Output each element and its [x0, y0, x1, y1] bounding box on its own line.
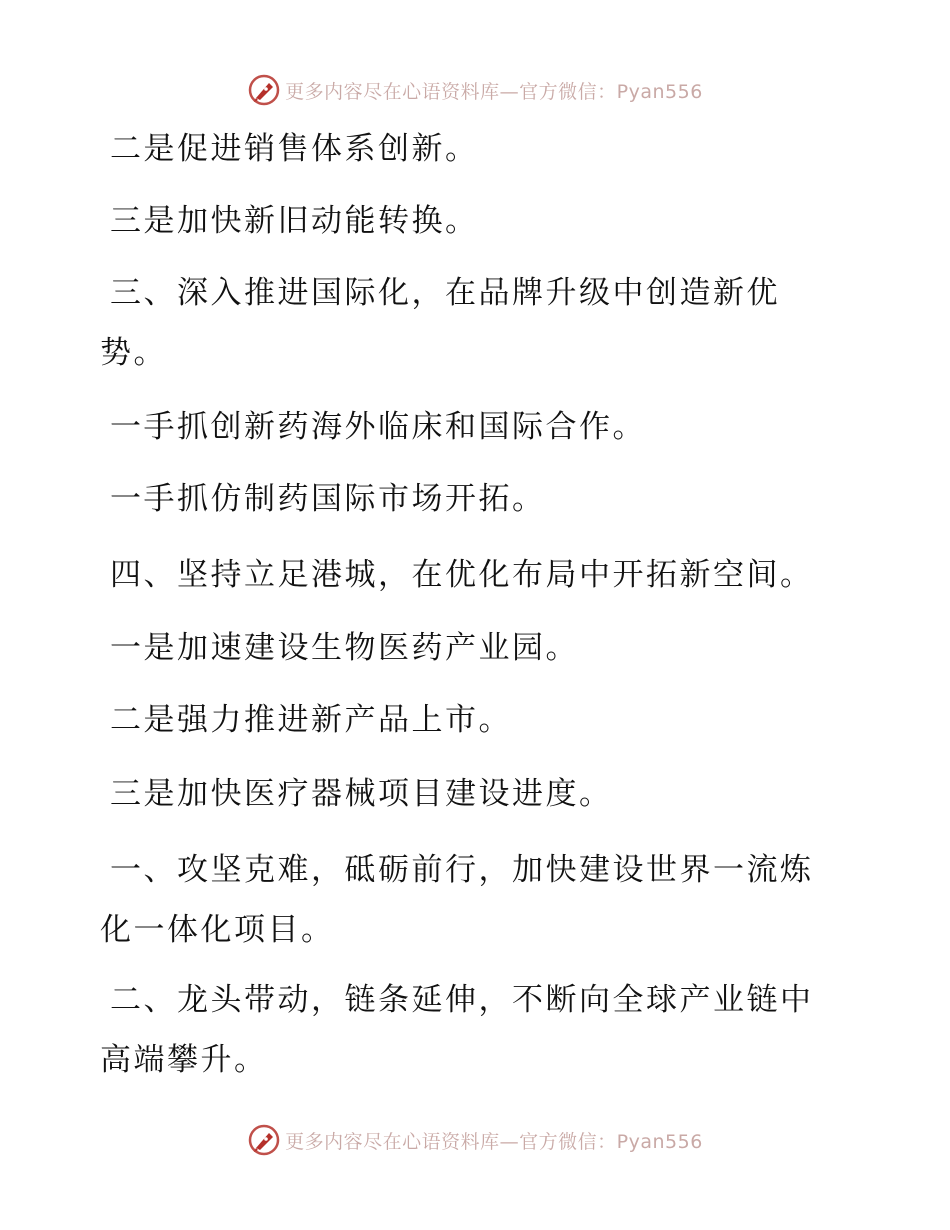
paragraph: 一手抓创新药海外临床和国际合作。: [110, 409, 646, 445]
header-watermark: [0, 70, 950, 110]
paragraph: 二是促进销售体系创新。: [110, 131, 479, 167]
footer-watermark: [0, 1120, 950, 1160]
paragraph: 四、坚持立足港城，在优化布局中开拓新空间。: [110, 557, 814, 593]
paragraph: 三、深入推进国际化，在品牌升级中创造新优势。: [100, 275, 780, 371]
paragraph: 一、攻坚克难，砥砺前行，加快建设世界一流炼化一体化项目。: [100, 852, 814, 948]
watermark-text: 更多内容尽在心语资料库—官方微信：Pyan556: [285, 1130, 703, 1153]
paragraph: 二是强力推进新产品上市。: [110, 702, 512, 738]
watermark-text: 更多内容尽在心语资料库—官方微信：Pyan556: [285, 80, 703, 103]
paragraph: 三是加快新旧动能转换。: [110, 203, 479, 239]
pen-nib-logo-icon: [247, 1123, 281, 1157]
paragraph: 一是加速建设生物医药产业园。: [110, 630, 579, 666]
paragraph: 一手抓仿制药国际市场开拓。: [110, 481, 546, 517]
paragraph: 二、龙头带动，链条延伸，不断向全球产业链中高端攀升。: [100, 982, 814, 1078]
paragraph: 三是加快医疗器械项目建设进度。: [110, 776, 613, 812]
pen-nib-logo-icon: [247, 73, 281, 107]
